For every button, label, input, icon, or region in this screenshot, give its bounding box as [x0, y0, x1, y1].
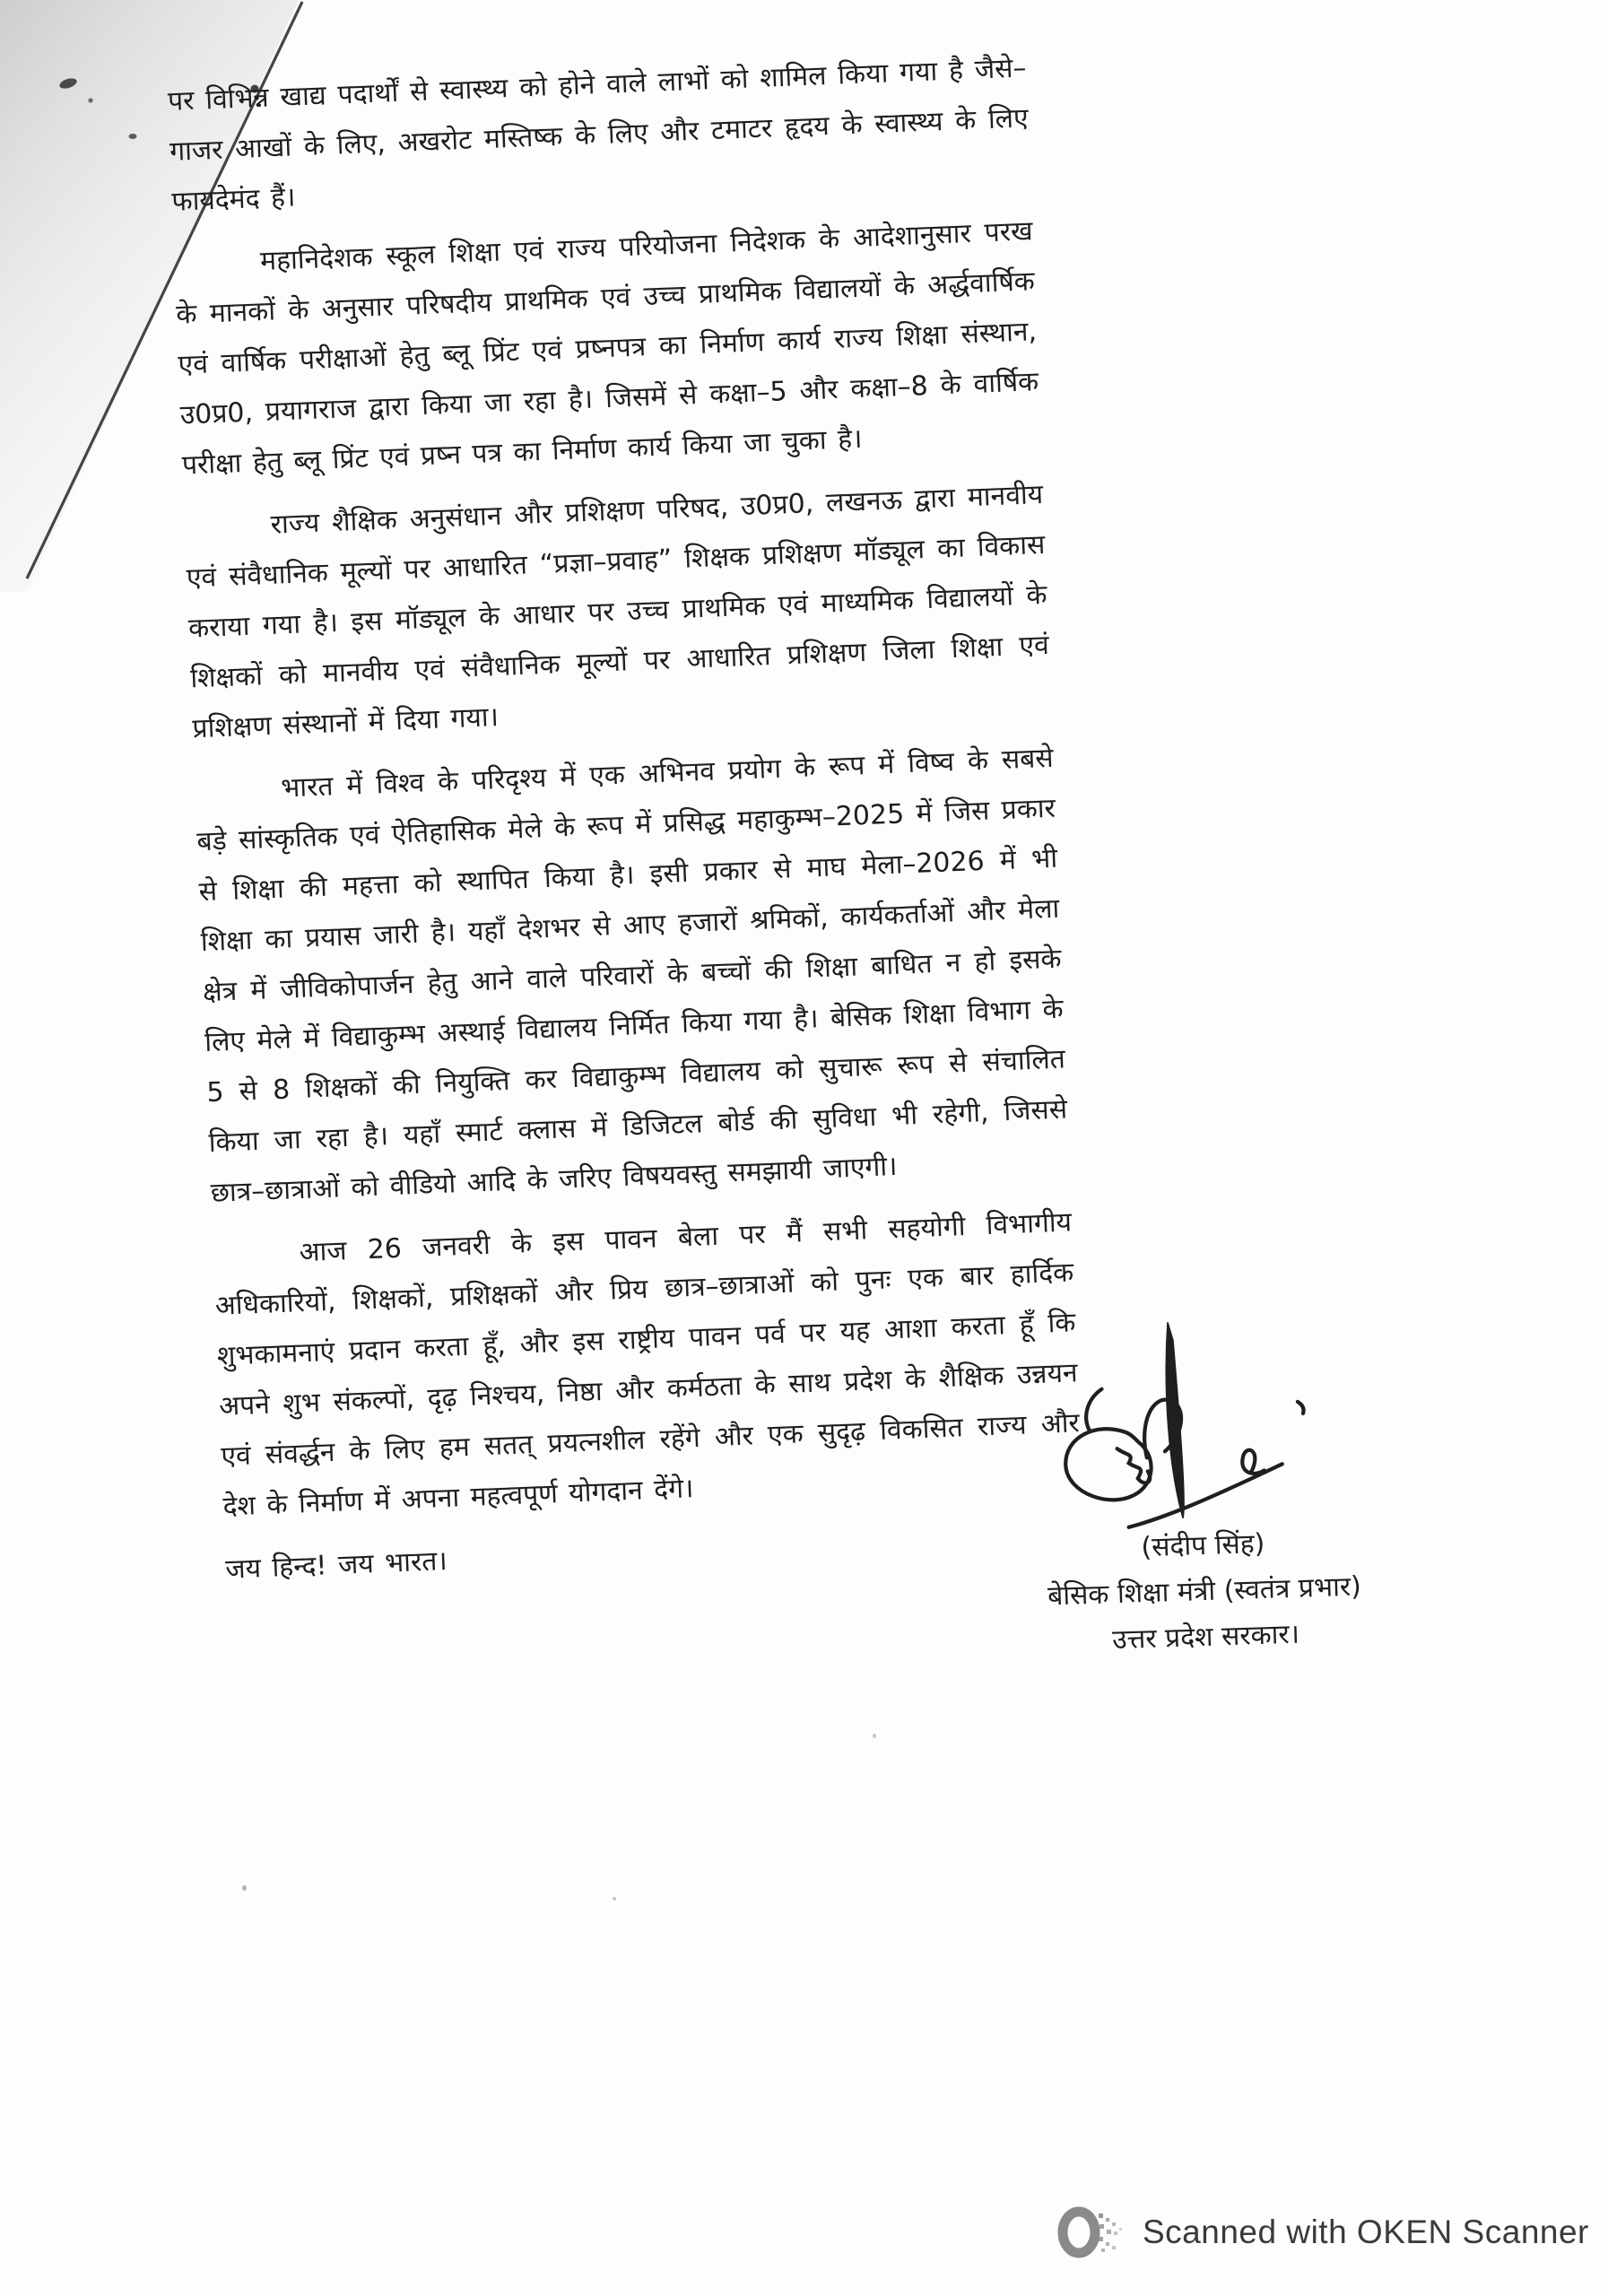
ink-speck — [88, 98, 92, 102]
signature-stroke — [1086, 1389, 1101, 1431]
paper-speck — [873, 1734, 876, 1738]
signatory-name: (संदीप सिंह) — [1140, 1527, 1265, 1564]
letter-paragraph: पर विभिन्न खाद्य पदार्थों से स्वास्थ्य को होने वाले लाभों को शामिल किया गया है जैसे– गाजर आखों के लिए, अखरोट मस्तिष्क के लिए और टमाटर हृदय के स्वास्थ्य के लिए फायदेमंद हैं। — [167, 52, 1030, 218]
signature-stroke — [1242, 1450, 1264, 1474]
letter-paragraph: राज्य शैक्षिक अनुसंधान और प्रशिक्षण परिषद, उ0प्र0, लखनऊ द्वारा मानवीय एवं संवैधानिक मूल्यों पर आधारित “प्रज्ञा–प्रवाह” शिक्षक प्रशिक्षण मॉड्यूल का विकास कराया गया है। इस मॉड्यूल के आधार पर उच्च प्राथमिक एवं माध्यमिक विद्यालयों के शिक्षकों को मानवीय एवं संवैधानिक मूल्यों पर आधारित प्रशिक्षण जिला शिक्षा एवं प्रशिक्षण संस्थानों में दिया गया। — [186, 479, 1050, 745]
paper-speck — [242, 1885, 247, 1891]
ink-speck — [129, 134, 137, 139]
signatory-organization: उत्तर प्रदेश सरकार। — [1111, 1618, 1300, 1657]
letter-paragraph: महानिदेशक स्कूल शिक्षा एवं राज्य परियोजना निदेशक के आदेशानुसार परख के मानकों के अनुसार परिषदीय प्राथमिक एवं उच्च प्राथमिक विद्यालयों के अर्द्धवार्षिक एवं वार्षिक परीक्षाओं हेतु ब्लू प्रिंट एवं प्रष्नपत्र का निर्माण कार्य राज्य शिक्षा संस्थान, उ0प्र0, प्रयागराज द्वारा किया जा रहा है। जिसमें से कक्षा–5 और कक्षा–8 के वार्षिक परीक्षा हेतु ब्लू प्रिंट एवं प्रष्न पत्र का निर्माण कार्य किया जा चुका है। — [175, 215, 1039, 482]
letter-paragraph: आज 26 जनवरी के इस पावन बेला पर मैं सभी सहयोगी विभागीय अधिकारियों, शिक्षकों, प्रशिक्षकों और प्रिय छात्र–छात्राओं को पुनः एक बार हार्दिक शुभकामनाएं प्रदान करता हूँ, और इस राष्ट्रीय पावन पर्व पर यह आशा करता हूँ कि अपने शुभ संकल्पों, दृढ़ निश्चय, निष्ठा और कर्मठता के साथ प्रदेश के शैक्षिक उन्नयन एवं संवर्द्धन के लिए हम सतत् प्रयत्नशील रहेंगे और एक सुदृढ़ विकसित राज्य और देश के निर्माण में अपना महत्वपूर्ण योगदान देंगे। — [214, 1206, 1081, 1523]
paper-speck — [613, 1897, 616, 1900]
oken-scanner-logo-icon — [1056, 2206, 1128, 2258]
scanner-attribution-text: Scanned with OKEN Scanner — [1143, 2213, 1589, 2250]
closing-line: जय हिन्द! जय भारत। — [224, 1545, 448, 1586]
signature-stroke — [1298, 1402, 1304, 1413]
letter-body — [167, 43, 1085, 1595]
signature-stroke — [1065, 1429, 1151, 1500]
signature — [1033, 1290, 1313, 1543]
signatory-title: बेसिक शिक्षा मंत्री (स्वतंत्र प्रभार) — [1047, 1570, 1362, 1613]
letter-paragraph: भारत में विश्व के परिदृश्य में एक अभिनव प्रयोग के रूप में विष्व के सबसे बड़े सांस्कृतिक एवं ऐतिहासिक मेले के रूप में प्रसिद्ध महाकुम्भ–2025 में जिस प्रकार से शिक्षा की महत्ता को स्थापित किया है। इसी प्रकार से माघ मेला–2026 में भी शिक्षा का प्रयास जारी है। यहाँ देशभर से आए हजारों श्रमिकों, कार्यकर्ताओं और मेला क्षेत्र में जीविकोपार्जन हेतु आने वाले परिवारों के बच्चों की शिक्षा बाधित न हो इसके लिए मेले में विद्याकुम्भ अस्थाई विद्यालय निर्मित किया गया है। बेसिक शिक्षा विभाग के 5 से 8 शिक्षकों की नियुक्ति कर विद्याकुम्भ विद्यालय को सुचारू रूप से संचालित किया जा रहा है। यहाँ स्मार्ट क्लास में डिजिटल बोर्ड की सुविधा भी रहेगी, जिससे छात्र–छात्राओं को वीडियो आदि के जरिए विषयवस्तु समझायी जाएगी। — [196, 742, 1068, 1210]
signature-block — [965, 1516, 1445, 1668]
scanner-footer — [1056, 2206, 1589, 2258]
